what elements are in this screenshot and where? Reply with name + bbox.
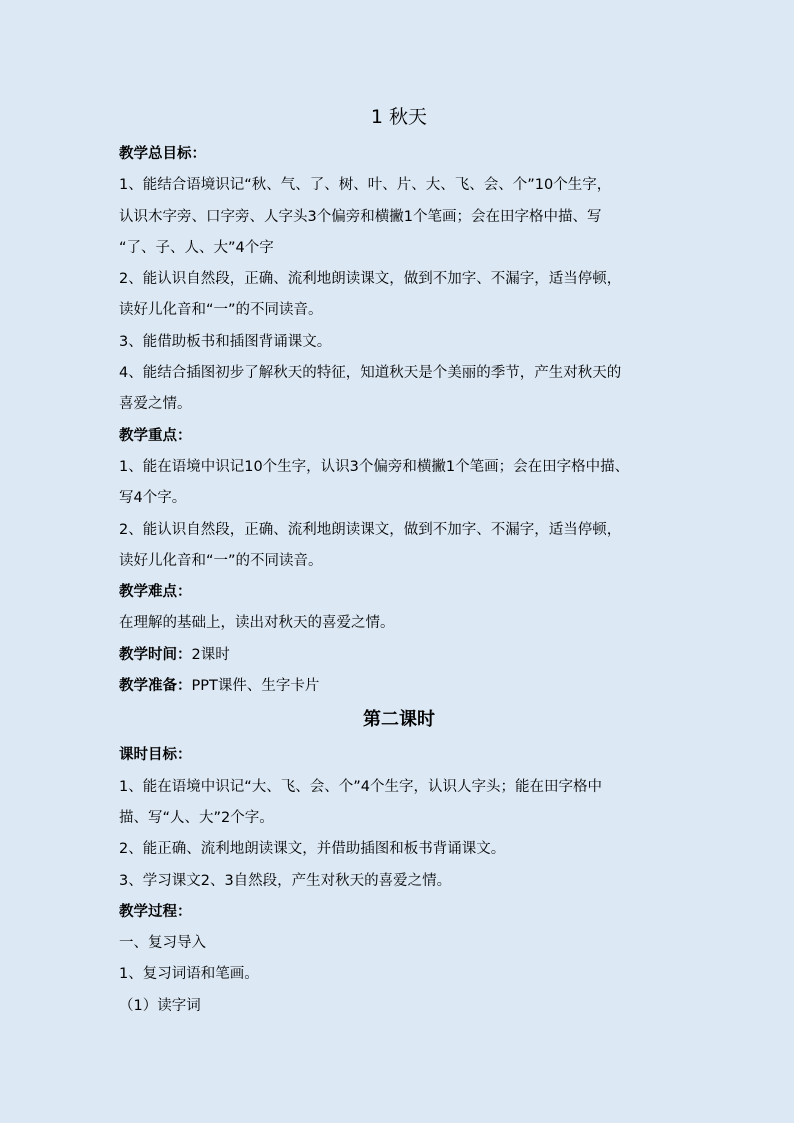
goal-heading: 教学总目标： xyxy=(119,146,206,162)
goal-line: 认识木字旁、口字旁、人字头3个偏旁和横撇1个笔画；会在田字格中描、写 xyxy=(119,208,602,225)
lesson-goal-line: 3、学习课文2、3自然段，产生对秋天的喜爱之情。 xyxy=(119,872,452,889)
key-point-line: 1、能在语境中识记10个生字，认识3个偏旁和横撇1个笔画；会在田字格中描、 xyxy=(119,458,630,475)
goal-line: “了、子、人、大”4个字 xyxy=(119,239,274,256)
key-point-line: 2、能认识自然段，正确、流利地朗读课文，做到不加字、不漏字，适当停顿， xyxy=(119,521,622,538)
teaching-prep xyxy=(119,671,679,702)
teaching-prep-label: 教学准备： xyxy=(119,678,192,695)
process-line: （1）读字词 xyxy=(119,997,201,1014)
lesson-goal-line: 2、能正确、流利地朗读课文，并借助插图和板书背诵课文。 xyxy=(119,841,506,858)
lesson-goal-line: 1、能在语境中识记“大、飞、会、个”4个生字，认识人字头；能在田字格中 xyxy=(119,778,602,795)
lesson-goal-line: 描、写“人、大”2个字。 xyxy=(119,809,274,826)
goal-line: 4、能结合插图初步了解秋天的特征，知道秋天是个美丽的季节，产生对秋天的 xyxy=(119,365,622,382)
process-heading: 教学过程： xyxy=(119,903,192,920)
key-point-line: 读好儿化音和“一”的不同读音。 xyxy=(119,552,323,569)
document-title: 1 秋天 xyxy=(370,106,428,128)
document-page xyxy=(119,103,679,1022)
process-line: 1、复习词语和笔画。 xyxy=(119,966,259,983)
lesson-goal-heading: 课时目标： xyxy=(119,747,192,764)
teaching-time xyxy=(119,640,679,671)
difficulty-heading: 教学难点： xyxy=(119,584,192,601)
process-line: 一、复习导入 xyxy=(119,935,206,952)
goal-line: 3、能借助板书和插图背诵课文。 xyxy=(119,333,332,350)
key-points-heading: 教学重点： xyxy=(119,427,192,444)
teaching-prep-value: PPT课件、生字卡片 xyxy=(191,678,320,695)
goal-line: 2、能认识自然段，正确、流利地朗读课文，做到不加字、不漏字，适当停顿， xyxy=(119,271,622,288)
difficulty-line: 在理解的基础上，读出对秋天的喜爱之情。 xyxy=(119,615,395,632)
goal-line: 喜爱之情。 xyxy=(119,396,192,413)
goal-line: 读好儿化音和“一”的不同读音。 xyxy=(119,302,323,319)
key-point-line: 写4个字。 xyxy=(119,490,187,507)
teaching-time-label: 教学时间： xyxy=(119,646,192,663)
teaching-time-value: 2课时 xyxy=(191,646,230,663)
section-title-second-lesson: 第二课时 xyxy=(363,709,435,731)
goal-line: 1、能结合语境识记“秋、气、了、树、叶、片、大、飞、会、个”10个生字， xyxy=(119,177,612,194)
